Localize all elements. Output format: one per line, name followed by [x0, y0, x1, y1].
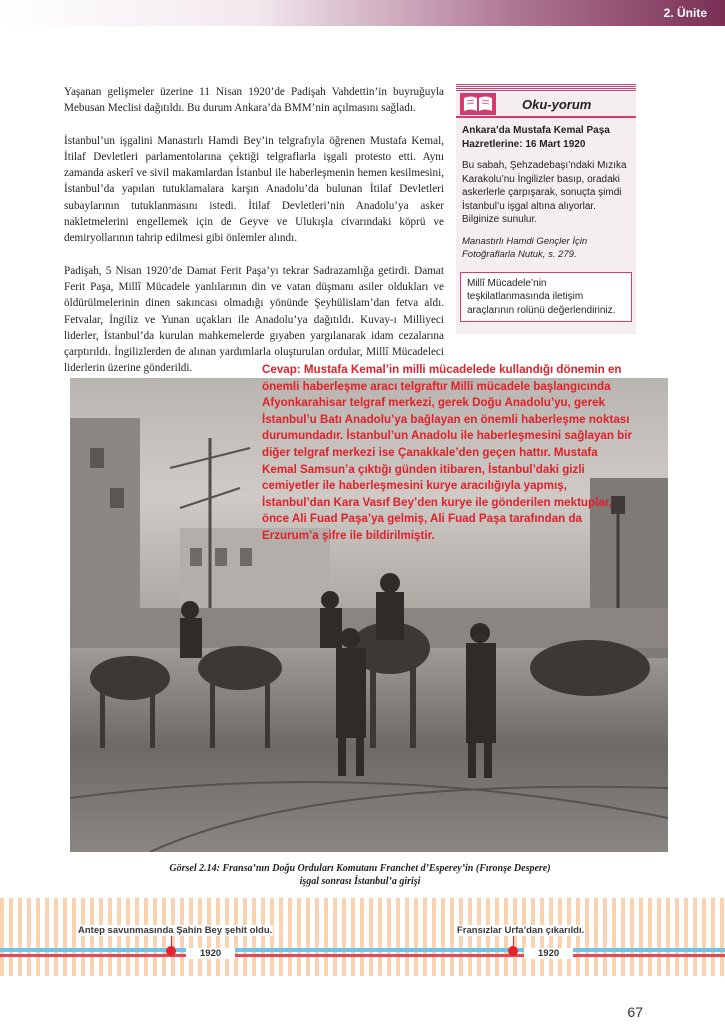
timeline-marker-1 — [166, 946, 176, 956]
answer-text: Cevap: Mustafa Kemal’in milli mücadelede kullandığı dönemin en önemli haberleşme aracı telgraftır Milli mücadele başlangıcında Afyonkarahisar telgraf merkezi, gerek Doğu Anadolu’yu, gerek İstanbul’u Batı Anadolu’ya bağlayan en önemli haberleşme noktası durumundadır. İstanbul’un Anadolu ile haberleşmesini sağlayan bir diğer telgraf merkezi ise Çanakkale’den geçen hattır. Mustafa Kemal Samsun’a çıktığı günden itibaren, İstanbul’daki gizli cemiyetler ile haberleşmesini kurye aracılığıyla yapmış, İstanbul’dan Kara Vasıf Bey’den kurye ile gönderilen mektuplar, önce Ali Fuad Paşa’ya gelmiş, Ali Fuad Paşa tarafından da Erzurum’a şifre ile bildirilmiştir. — [262, 363, 632, 542]
header-band — [0, 0, 725, 26]
photo-caption — [60, 862, 660, 888]
timeline-line — [0, 948, 725, 952]
caption-line-2: işgal sonrası İstanbul’a girişi — [299, 876, 421, 887]
caption-line-1: Görsel 2.14: Fransa’nın Doğu Orduları Komutanı Franchet d’Esperey’in (Fıronşe Despere) — [169, 863, 551, 874]
box-source: Manastırlı Hamdi Gençler İçin Fotoğraflarla Nutuk, s. 279. — [462, 235, 588, 260]
timeline-event-1: Antep savunmasında Şahin Bey şehit oldu. — [78, 925, 273, 936]
timeline-marker-2 — [508, 946, 518, 956]
paragraph-3: Padişah, 5 Nisan 1920’de Damat Ferit Paşa’yı tekrar Sadrazamlığa getirdi. Damat Ferit Paşa, Millî Mücadele yanlılarının din ve vatan düşmanı asiler oldukları ve öldürülmelerinin dinen sakıncası olmadığı yönünde Şeyhülislam’dan fetva aldı. Fetvalar, İngiliz ve Yunan uçakları ile Anadolu’ya dağıtıldı. Kuvay-ı Milliyeci liderler, İstanbul’da kurulan mahkemelerde gıyaben yargılanarak idam cezalarına çarptırıldı. İngilizlerden de alınan yardımlarla oluşturulan ordular, Millî Mücadeleci liderlerin üzerine gönderildi. — [64, 264, 444, 375]
paragraph-1: Yaşanan gelişmeler üzerine 11 Nisan 1920’de Padişah Vahdettin’in buyruğuyla Mebusan Meclisi dağıtıldı. Bu durum Ankara’da BMM’nin açılmasını sağladı. — [64, 86, 444, 115]
main-text — [64, 84, 444, 393]
timeline-year-2: 1920 — [524, 948, 573, 959]
paragraph-2: İstanbul’un işgalini Manastırlı Hamdi Bey’in telgrafıyla öğrenen Mustafa Kemal, İtilaf Devletleri parlamentolarına çektiği telgraflarla işgali protesto etti. Aynı zamanda askerî ve sivil makamlardan İstanbul ile haberleşmenin hemen kesilmesini, İstanbul’da yapılan tutuklamalara karşın Anadolu’da bulunan İtilaf Devletleri subaylarının tutuklanmasını istedi. İtilaf Devletleri’nin Anadolu’ya asker nakletmelerini engellemek için de Geyve ve Ulukışla civarındaki köprü ve demiryollarının tahrip edilmesi gibi önlemler alındı. — [64, 134, 444, 245]
timeline — [0, 898, 725, 976]
timeline-year-1: 1920 — [186, 948, 235, 959]
open-book-icon — [460, 93, 496, 115]
box-quote: Bu sabah, Şehzadebaşı’ndaki Mızıka Karakolu’nu İngilizler basıp, oradaki askerlerle çarpışarak, sonuçta şimdi İstanbul’u işgal altına alıyorlar. Bilginize sunulur. — [462, 160, 627, 225]
box-subtitle: Ankara’da Mustafa Kemal Paşa Hazretlerine: 16 Mart 1920 — [462, 125, 610, 150]
page-number: 67 — [627, 1004, 643, 1020]
unit-label: 2. Ünite — [663, 6, 707, 20]
box-question: Millî Mücadele’nin teşkilatlanmasında iletişim araçlarının rolünü değerlendiriniz. — [460, 272, 632, 323]
oku-yorum-box — [456, 84, 636, 334]
box-header — [456, 92, 636, 118]
timeline-event-2: Fransızlar Urfa’dan çıkarıldı. — [457, 925, 585, 936]
box-title: Oku-yorum — [522, 96, 592, 112]
box-stripes — [456, 84, 636, 92]
timeline-line-red — [0, 954, 725, 957]
